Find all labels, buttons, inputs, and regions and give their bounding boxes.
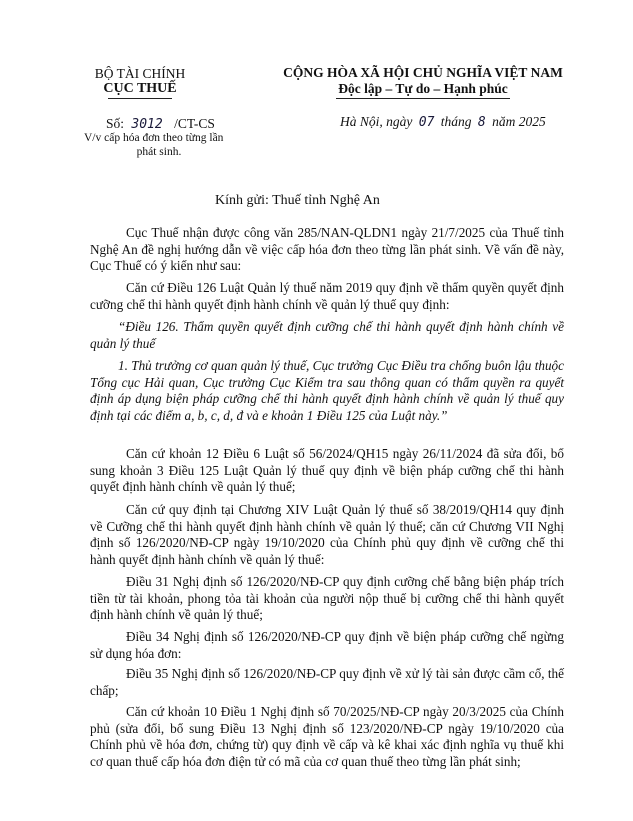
date-part-2: tháng xyxy=(440,114,472,129)
country-name: CỘNG HÒA XÃ HỘI CHỦ NGHĨA VIỆT NAM xyxy=(283,65,563,80)
body-paragraph-7: Điều 35 Nghị định số 126/2020/NĐ-CP quy định về xử lý tài sản được cầm cố, thế chấp; xyxy=(90,666,564,698)
ministry-name: BỘ TÀI CHÍNH xyxy=(94,66,186,81)
date-part-3: năm 2025 xyxy=(492,114,546,129)
document-date xyxy=(340,114,546,130)
date-month-handwritten: 8 xyxy=(477,115,486,130)
national-motto: Độc lập – Tự do – Hạnh phúc xyxy=(338,81,508,96)
body-paragraph-3: Căn cứ khoản 12 Điều 6 Luật số 56/2024/QH15 ngày 26/11/2024 đã sửa đổi, bổ sung khoản 3 Điều 125 Luật Quản lý thuế quy định về biện pháp cưỡng chế thi hành quyết định hành chính về quản lý thuế; xyxy=(90,446,564,495)
subject-line-1: V/v cấp hóa đơn theo từng lần xyxy=(84,132,224,144)
doc-number-suffix: /CT-CS xyxy=(174,116,215,131)
quote-article-126-clause-1: 1. Thủ trưởng cơ quan quản lý thuế, Cục trưởng Cục Điều tra chống buôn lậu thuộc Tổng cục Hải quan, Cục trưởng Cục Kiểm tra sau thông quan có thẩm quyền ra quyết định áp dụng biện pháp cưỡng chế thi hành quyết định hành chính về quản lý thuế quy định tại các điểm a, b, c, d, đ và e khoản 1 Điều 125 của Luật này.” xyxy=(90,358,564,423)
date-day-handwritten: 07 xyxy=(418,115,435,130)
body-paragraph-1: Cục Thuế nhận được công văn 285/NAN-QLDN1 ngày 21/7/2025 của Thuế tỉnh Nghệ An đề nghị hướng dẫn về việc cấp hóa đơn theo từng lần phát sinh. Về vấn đề này, Cục Thuế có ý kiến như sau: xyxy=(90,225,564,274)
department-underline xyxy=(108,98,172,99)
body-paragraph-4: Căn cứ quy định tại Chương XIV Luật Quản lý thuế số 38/2019/QH14 quy định về Cưỡng chế thi hành quyết định hành chính về quản lý thuế; căn cứ Chương VII Nghị định số 126/2020/NĐ-CP ngày 19/10/2020 của Chính phủ quy định về cưỡng chế thi hành quyết định hành chính về quản lý thuế: xyxy=(90,502,564,567)
doc-number-handwritten: 3012 xyxy=(131,117,163,132)
body-paragraph-2: Căn cứ Điều 126 Luật Quản lý thuế năm 2019 quy định về thẩm quyền quyết định cưỡng chế thi hành quyết định hành chính về quản lý thuế quy định: xyxy=(90,280,564,312)
body-paragraph-6: Điều 34 Nghị định số 126/2020/NĐ-CP quy định về biện pháp cưỡng chế ngừng sử dụng hóa đơn: xyxy=(90,629,564,661)
body-paragraph-5: Điều 31 Nghị định số 126/2020/NĐ-CP quy định cưỡng chế bằng biện pháp trích tiền từ tài khoản, phong tỏa tài khoản của người nộp thuế bị cưỡng chế thi hành quyết định hành chính về quản lý thuế; xyxy=(90,574,564,623)
recipient-line: Kính gửi: Thuế tỉnh Nghệ An xyxy=(215,193,380,208)
body-paragraph-8: Căn cứ khoản 10 Điều 1 Nghị định số 70/2025/NĐ-CP ngày 20/3/2025 của Chính phủ (sửa đổi, bổ sung Điều 13 Nghị định số 123/2020/NĐ-CP ngày 19/10/2020 của Chính phủ về hóa đơn, chứng từ) quy định về cấp và kê khai xác định nghĩa vụ thuế khi cơ quan thuế cấp hóa đơn điện tử có mã của cơ quan thuế theo từng lần phát sinh; xyxy=(90,704,564,769)
doc-number-prefix: Số: xyxy=(106,116,125,131)
subject-line-2: phát sinh. xyxy=(136,146,182,158)
department-name: CỤC THUẾ xyxy=(103,81,177,96)
motto-underline xyxy=(336,98,510,99)
quote-article-126-title: “Điều 126. Thẩm quyền quyết định cưỡng chế thi hành quyết định hành chính về quản lý thuế xyxy=(90,319,564,351)
document-number xyxy=(106,116,215,132)
date-part-1: Hà Nội, ngày xyxy=(340,114,413,129)
